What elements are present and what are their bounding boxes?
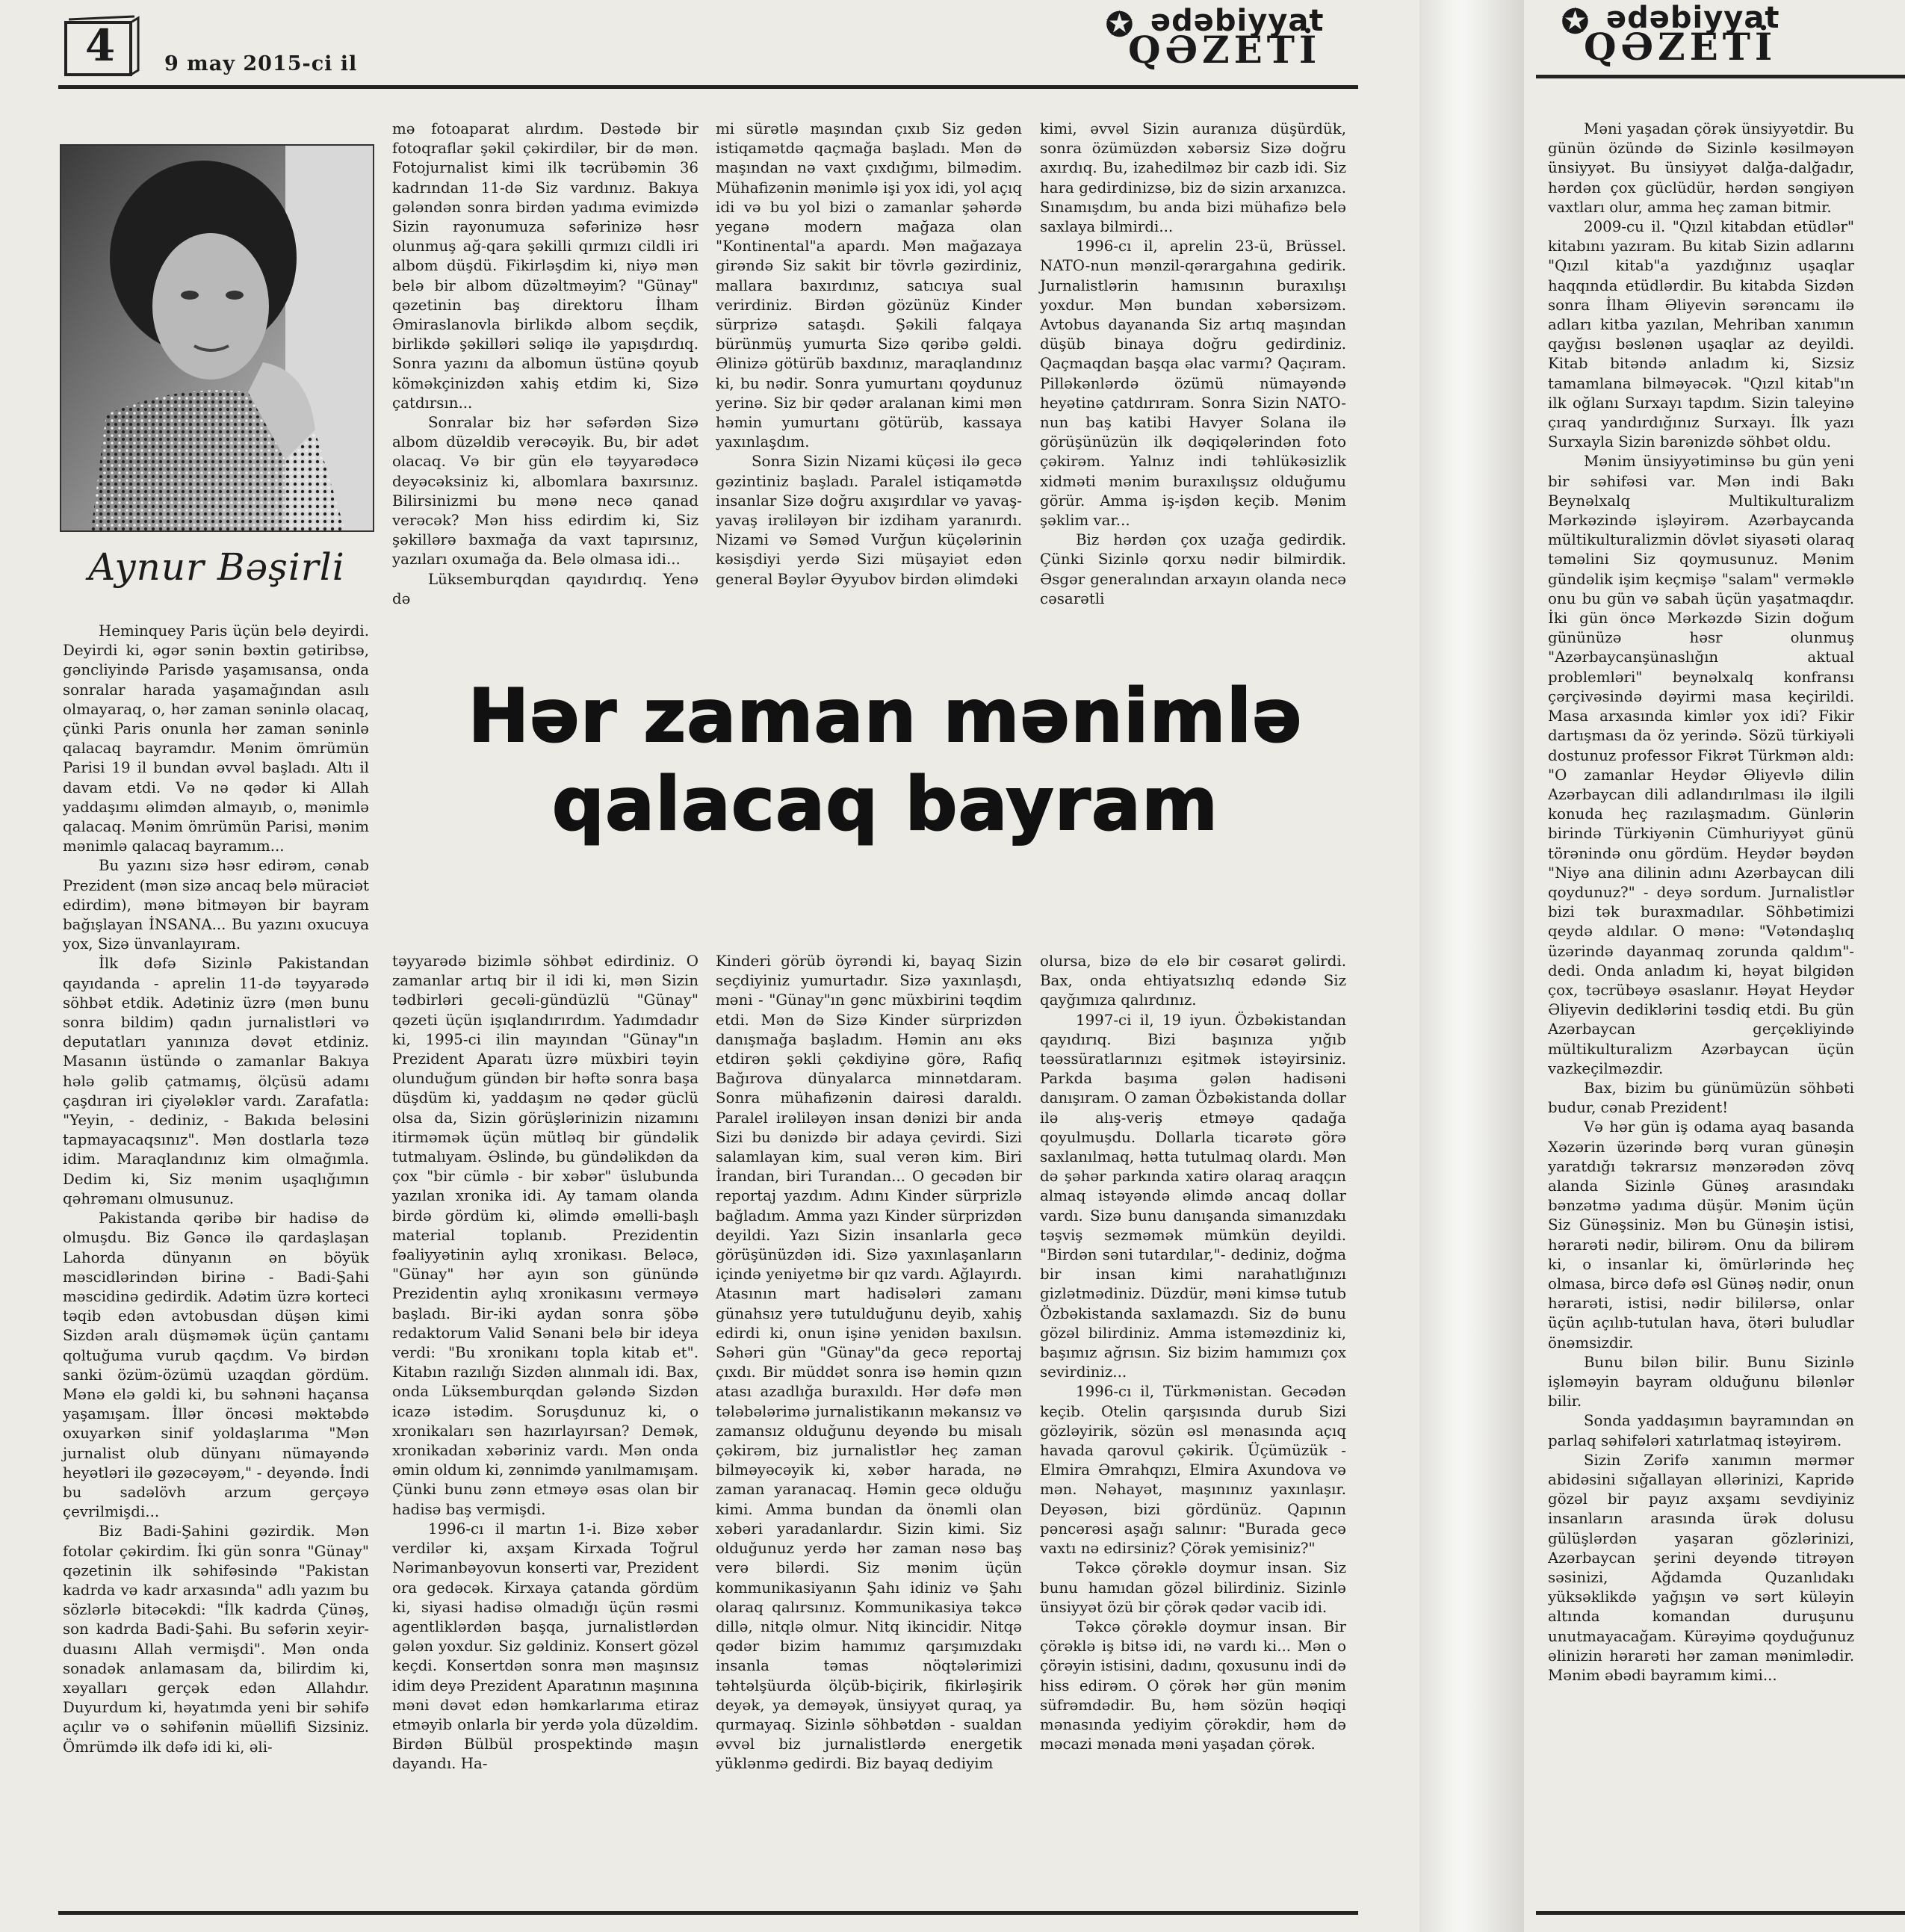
paragraph: Biz Badi-Şahini gəzirdik. Mən fotolar çəkirdim. İki gün sonra "Günay" qəzetinin ilk səhifəsində "Pakistan kadrda və kadr arxasında" adlı yazım bu sözlərlə bitəcəkdi: "İlk kadrda Çünəş, son kadrda Badi-Şahi. Bu səfərin xeyir-duasını Allah vermişdi". Mən onda sonadək anlamasam da, bilirdim ki, xəyalları gerçək edən Allahdır. Duyurdum ki, həyatımda yeni bir səhifə açılır və o səhifənin müəllifi Sizsiniz. Ömrümdə ilk dəfə idi ki, əli- bbox=[63, 1523, 369, 1756]
article-column-4-lower bbox=[1040, 952, 1346, 1754]
headline-line-2: qalacaq bayram bbox=[551, 762, 1219, 847]
article-column-2-lower bbox=[392, 952, 698, 1774]
masthead-star-icon: ✪ bbox=[1106, 6, 1133, 44]
article-column-5 bbox=[1548, 120, 1854, 1685]
paragraph: Sizin Zərifə xanımın mərmər abidəsini sığallayan əllərinizi, Kapridə gözəl bir payız axşamı sevdiyiniz insanların arasında ürək dolusu gülüşlərdən yaşaran gözlərinizi, Azərbaycan şerini deyəndə titrəyən səsinizi, Ağdamda Quzanlıdakı yüksəklikdə yağışın və sərt küləyin altında komandan duruşunu unutmayacağam. Kürəyimə qoyduğunuz əlinizin hərarəti hər zaman mənimlədir. Mənim əbədi bayramım kimi... bbox=[1548, 1451, 1854, 1685]
paragraph: Heminquey Paris üçün belə deyirdi. Deyirdi ki, əgər sənin bəxtin gətiribsə, gəncliyində Parisdə yaşamısansa, onda sonralar harada yaşamağından asılı olmayaraq, o, hər zaman səninlə olacaq, çünki Paris onunla hər zaman səninlə qalacaq bayramdır. Mənim ömrümün Parisi 19 il bundan əvvəl başladı. Altı il davam etdi. Və nə qədər ki Allah yaddaşımı əlimdən almayıb, o, mənimlə qalacaq. Mənim ömrümün Parisi, mənim mənimlə qalacaq bayramım... bbox=[63, 622, 369, 855]
article-headline bbox=[377, 672, 1393, 849]
article-column-4-upper bbox=[1040, 120, 1346, 609]
paragraph: Pakistanda qəribə bir hadisə də olmuşdu. Biz Gəncə ilə qardaşlaşan Lahorda dünyanın ən böyük məscidlərindən birinə - Badi-Şahi məscidinə gedirdik. Adətim üzrə korteci təqib edən avtobusdan düşən kimi Sizdən aralı düşməmək üçün çantamı qoltuğuma vurub qaçdım. Və birdən sanki özüm-özümü uzaqdan gördüm. Mənə elə gəldi ki, bu səhnəni haçansa yaşamışam. İllər öncəsi məktəbdə oxuyarkən sinif yoldaşlarıma "Mən jurnalist olub dünyanı nümayəndə heyətləri ilə gəzəcəyəm," - deyəndə. İndi bu sadəlövh arzum gerçəyə çevrilmişdi... bbox=[63, 1210, 369, 1521]
paragraph: Lüksemburqdan qayıdırdıq. Yenə də bbox=[392, 570, 698, 607]
issue-date: 9 may 2015-ci il bbox=[164, 52, 358, 75]
paragraph: 1996-cı il, aprelin 23-ü, Brüssel. NATO-nun mənzil-qərargahına gedirik. Jurnalistlərin hamısının buraxılışı yoxdur. Mən bundan xəbərsizəm. Avtobus dayananda Siz artıq maşından düşüb binaya doğru gedirdiniz. Qaçmaqdan başqa əlac varmı? Qaçıram. Pilləkənlərdə özümü nümayəndə heyətinə çatdırıram. Sonra Sizin NATO-nun baş katibi Havyer Solana ilə görüşünüzün ilk dəqiqələrindən foto çəkirəm. Yalnız indi təhlükəsizlik xidməti mənim buraxılışsız olduğumu görür. Amma iş-işdən keçib. Mənim şəklim var... bbox=[1040, 238, 1346, 530]
top-rule-next-page bbox=[1536, 75, 1905, 78]
bottom-rule-next-page bbox=[1536, 1911, 1905, 1915]
masthead-star-icon: ✪ bbox=[1561, 3, 1589, 41]
paragraph: mi sürətlə maşından çıxıb Siz gedən istiqamətdə qaçmağa başladı. Mən də maşından nə vaxt çıxdığımı, bilmədim. Mühafizənin mənimlə işi yox idi, yol açıq idi və bu yol bizi o zamanlar şəhərdə yeganə modern mağaza olan "Kontinental"a apardı. Mən mağazaya girəndə Siz sakit bir tövrlə gəzirdiniz, mallara baxırdınız, satıcıya sual verirdiniz. Birdən gözünüz Kinder sürprizə sataşdı. Şəkili falqaya bürünmüş yumurta Sizə qəribə gəldi. Əlinizə götürüb baxdınız, maraqlandınız ki, bu nədir. Sonra yumurtanı qoydunuz yerinə. Siz bir qədər aralanan kimi mən həmin yumurtanı götürüb, kassaya yaxınlaşdım. bbox=[716, 120, 1022, 451]
article-column-3-upper bbox=[716, 120, 1022, 589]
headline-line-1: Hər zaman mənimlə bbox=[468, 674, 1303, 759]
paragraph: təyyarədə bizimlə söhbət edirdiniz. O zamanlar artıq bir il idi ki, mən Sizin tədbirləri gecəli-gündüzlü "Günay" qəzeti üçün işıqlandırırdım. Yadımdadır ki, 1995-ci ilin mayından "Günay"ın Prezident Aparatı üzrə müxbiri təyin olunduğum gündən bir həftə sonra başa düşdüm ki, yaddaşım nə qədər güclü olsa da, Sizin görüşlərinizin nizamını itirməmək üçün mütləq bir gündəlik tutmalıyam. Əslində, bu gündəlikdən da çox "bir cümlə - bir xəbər" üslubunda yazılan xronika idi. Ay tamam olanda birdə gördüm ki, əlimdə əməlli-başlı material toplanıb. Prezidentin fəaliyyətinin aylıq xronikası. Beləcə, "Günay" hər ayın son günündə Prezidentin aylıq xronikasını verməyə başladı. Bir-iki aydan sonra şöbə redaktorum Valid Sənani belə bir ideya verdi: "Bu xronikanı topla kitab et". Kitabın razılığı Sizdən alınmalı idi. Bax, onda Lüksemburqdan gələndə Sizdən icazə istədim. Soruşdunuz ki, o xronikaları sən hazırlayırsan? Demək, xronikadan xəbəriniz vardı. Mən onda əmin oldum ki, zənnimdə yanılmamışam. Çünki bunu zənn etməyə əsas olan bir hadisə baş vermişdi. bbox=[392, 953, 698, 1518]
paragraph: Sonda yaddaşımın bayramından ən parlaq səhifələri xatırlatmaq istəyirəm. bbox=[1548, 1412, 1854, 1449]
paragraph: Bunu bilən bilir. Bunu Sizinlə işləməyin bayram olduğunu bilənlər bilir. bbox=[1548, 1353, 1854, 1411]
masthead-logo-next-page: ✪ ədəbiyyat QƏZETİ bbox=[1561, 1, 1780, 69]
paragraph: mə fotoaparat alırdım. Dəstədə bir fotoqraflar şəkil çəkirdilər, bir də mən. Fotojurnalist kimi ilk təcrübəmin 36 kadrından 11-də Siz vardınız. Bakıya gələndən sonra birdən yadıma evimizdə Sizin rayonumuza səfərinizə həsr olunmuş ağ-qara şəkilli qırmızı cildli iri albom düşdü. Fikirləşdim ki, niyə mən belə bir albom düzəltməyim? "Günay" qəzetinin baş direktoru İlham Əmiraslanovla birlikdə albom seçdik, birlikdə şəkilləri səliqə ilə yapışdırdıq. Sonra yazını da albomun üstünə qoyub köməkçinizdən xahiş etdim ki, Sizə çatdırsın... bbox=[392, 120, 698, 412]
bottom-rule bbox=[58, 1911, 1358, 1915]
page-fold-shadow bbox=[1419, 0, 1524, 1932]
paragraph: Məni yaşadan çörək ünsiyyətdir. Bu günün özündə də Sizinlə kəsilməyən ünsiyyət. Bu ünsiyyət dalğa-dalğadır, hərdən çox güclüdür, hərdən səngiyən vaxtları olur, amma heç zaman bitmir. bbox=[1548, 120, 1854, 216]
page-number: 4 bbox=[84, 20, 116, 71]
article-column-3-lower bbox=[716, 952, 1022, 1774]
paragraph: 2009-cu il. "Qızıl kitabdan etüdlər" kitabını yazıram. Bu kitab Sizin adlarını "Qızıl kitab"a yazdığınız uşaqlar haqqında etüdlərdir. Bu kitabda Sizdən sonra İlham Əliyevin sərəncamı ilə adları kitba yazılan, Mehriban xanımın qayğısı bəslənən uşaqlar az deyildi. Kitab bitəndə anladım ki, Sizsiz tamamlana bilməyəcək. "Qızıl kitab"ın ilk oğlanı Surxayı tapdım. Sizin taleyinə çıraq yandırdığınız Surxayı. İlk yazı Surxayla Sizin barənizdə söhbət oldu. bbox=[1548, 218, 1854, 451]
paragraph: Və hər gün iş odama ayaq basanda Xəzərin üzərində bərq vuran günəşin yaratdığı təkrarsız mənzərədən zövq alanda Sizinlə Günəş arasındakı bənzətmə yadıma düşür. Mənim üçün Siz Günəşsiniz. Mən bu Günəşin istisi, hərarəti nədir, bilirəm. Onu da bilirəm ki, o insanlar ki, ömürlərində heç olmasa, bircə dəfə əsl Günəş nədir, onun hərarəti, istisi, nədir bililərsə, onlar üçün açılıb-tutulan hava, ötəri buludlar önəmsizdir. bbox=[1548, 1118, 1854, 1352]
article-column-1 bbox=[63, 622, 369, 1757]
paragraph: Bax, bizim bu günümüzün söhbəti budur, cənab Prezident! bbox=[1548, 1079, 1854, 1117]
top-rule bbox=[58, 85, 1358, 89]
article-column-2-upper bbox=[392, 120, 698, 609]
paragraph: Sonra Sizin Nizami küçəsi ilə gecə gəzintiniz başladı. Paralel istiqamətdə insanlar Sizə doğru axışırdılar və yavaş-yavaş irəliləyən bir izdiham yaranırdı. Nizami və Səməd Vurğun küçələrinin kəsişdiyi yerdə Sizi müşayiət edən general Bəylər Əyyubov birdən əlimdəki bbox=[716, 453, 1022, 588]
paragraph: Kinderi görüb öyrəndi ki, bayaq Sizin seçdiyiniz yumurtadır. Sizə yaxınlaşdı, məni - "Günay"ın gənc müxbirini təqdim etdi. Mən də Sizə Kinder sürprizdən danışmağa başladım. Həmin anı əks etdirən şəkli çəkdiyinə görə, Rafiq Bağırova dünyalarca minnətdaram. Sonra mühafizənin dairəsi daraldı. Paralel irəliləyən insan dənizi bir anda Sizi bu dənizdə bir adaya çevirdi. Sizi salamlayan kim, sual verən kim. Biri İrandan, biri Turandan... O gecədən bir reportaj yazdım. Adını Kinder sürprizlə bağladım. Amma yazı Kinder sürprizdən deyildi. Yazı Sizin insanlarla gecə görüşünüzdən idi. Sizə yaxınlaşanların içində yeniyetmə bir qız vardı. Ağlayırdı. Atasının mart hadisələri zamanı günahsız yerə tutulduğunu deyib, xahiş edirdi ki, onun işinə yenidən baxılsın. Səhəri gün "Günay"da gecə reportaj çıxdı. Bir müddət sonra isə həmin qızın atası azadlığa buraxıldı. Hər dəfə mən tələbələrimə jurnalistikanın məkansız və zamansız olduğunu deyəndə bu misalı çəkirəm, biz jurnalistlər heç zaman bilməyəcəyik ki, xəbər harada, nə zaman yaranacaq. Həmin gecə olduğu kimi. Amma bundan da önəmli olan xəbəri yaradanlardır. Sizin kimi. Siz olduğunuz yerdə hər zaman nəsə baş verə bilərdi. Siz mənim üçün kommunikasiyanın Şahı idiniz və Şahı olaraq qalırsınız. Kommunikasiya təkcə dillə, nitqlə olmur. Nitq ikincidir. Nitqə qədər bizim hamımız qarşımızdakı insanla təmas nöqtələrimizi təhtəlşüurda ölçüb-biçirik, fikirləşirik deyək, ya deməyək, ünsiyyət quraq, ya qurmayaq. Sizinlə söhbətdən - sualdan əvvəl biz jurnalistlərdə energetik yüklənmə gedirdi. Biz bayaq dediyim bbox=[716, 953, 1022, 1773]
paragraph: Təkcə çörəklə doymur insan. Siz bunu hamıdan gözəl bilirdiniz. Sizinlə ünsiyyət özü bir çörək qədər vacib idi. bbox=[1040, 1559, 1346, 1616]
author-name: Aynur Bəşirli bbox=[88, 545, 345, 589]
paragraph: 1997-ci il, 19 iyun. Özbəkistandan qayıdırıq. Bizi başınıza yığıb təəssüratlarınızı eşitmək istəyirsiniz. Parkda başıma gələn hadisəni danışıram. O zaman Özbəkistanda dollar ilə alış-veriş etməyə qadağa qoyulmuşdu. Dollarla ticarətə görə saxlanılmaq, hətta tutulmaq olardı. Mən də şəhər parkında xatirə olaraq araqçın almaq istəyəndə əlimdə ancaq dollar vardı. Sizə bunu danışanda simanızdakı təşviş sezməmək mümkün deyildi. "Birdən səni tutardılar,"- dediniz, doğma bir insan kimi narahatlığınızı gizlətmədiniz. Düzdür, məni kimsə tutub Özbəkistanda saxlamazdı. Siz də bunu gözəl bilirdiniz. Amma istəməzdiniz ki, başımız ağrısın. Siz bizim hamımızı çox sevirdiniz... bbox=[1040, 1011, 1346, 1381]
paragraph: 1996-cı il martın 1-i. Bizə xəbər verdilər ki, axşam Kirxada Toğrul Nərimanbəyovun konserti var, Prezident ora gedəcək. Kirxaya çatanda gördüm ki, siyasi hadisə olmadığı üçün rəsmi agentliklərdən başqa, jurnalistlərdən gələn yoxdur. Siz gəldiniz. Konsert gözəl keçdi. Konsertdən sonra mən maşınsız idim deyə Prezident Aparatının maşınına məni dəvət edən həmkarlarıma etiraz etməyib onlarla bir yerdə yola düzəldim. Birdən Bülbül prospektində maşın dayandı. Ha- bbox=[392, 1520, 698, 1773]
masthead-logo: ✪ ədəbiyyat QƏZETİ bbox=[1106, 4, 1325, 72]
paragraph: olursa, bizə də elə bir cəsarət gəlirdi. Bax, onda ehtiyatsızlıq edəndə Siz qayğımıza qalırdınız. bbox=[1040, 953, 1346, 1009]
paragraph: Bu yazını sizə həsr edirəm, cənab Prezident (mən sizə ancaq belə müraciət edirdim), mənə bitməyən bir bayram bağışlayan İNSANA... Bu yazını oxucuya yox, Sizə ünvanlayıram. bbox=[63, 857, 369, 953]
paragraph: İlk dəfə Sizinlə Pakistandan qayıdanda - aprelin 11-də təyyarədə söhbət etdik. Adətiniz üzrə (mən bunu sonra bildim) qadın jurnalistləri və deputatları yanınıza dəvət etdiniz. Masanın üstündə o zamanlar Bakıya hələ gəlib çatmamış, ölçüsü adamı çaşdıran iri çiyələklər vardı. Zarafatla: "Yeyin, - dediniz, - Bakıda beləsini tapmayacaqsınız". Mən dostlarla təzə idim. Maraqlandınız kim olmağımla. Dedim ki, Siz mənim uşaqlığımın qəhrəmanı olmusunuz. bbox=[63, 955, 369, 1207]
paragraph: Mənim ünsiyyətiminsə bu gün yeni bir səhifəsi var. Mən indi Bakı Beynəlxalq Multikulturalizm Mərkəzində işləyirəm. Azərbaycanda mültikulturalizmin dövlət siyasəti olaraq təməlini Siz qoymusunuz. Mənim gündəlik işim keçmişə "salam" verməklə onu bu gün və sabah üçün yaşatmaqdır. İki gün öncə Mərkəzdə Sizin doğum gününüzə həsr olunmuş "Azərbaycanşünaslığın aktual problemləri" beynəlxalq konfransı çərçivəsində dəyirmi masa keçirildi. Masa arxasında kimlər yox idi? Fikir dartışması da öz yerində. Sözü türkiyəli dostunuz professor Fikrət Türkmən aldı: "O zamanlar Heydər Əliyevlə dilin Azərbaycan dili adlandırılması ilə ilgili konuda heç razılaşmadım. Günlərin birində Türkiyənin Cümhuriyyət günü törənində onu gördüm. Heydər bəydən "Niyə ana dilinin adını Azərbaycan dili qoydunuz?" - deyə sordum. Jurnalistlər bizi tək buraxmadılar. Söhbətimizi qeydə aldılar. O mənə: "Vətəndaşlıq üzərində dayanmaq zorunda qaldım"- dedi. Onda anladım ki, həyat bilgidən çox, təcrübəyə əsaslanır. Həyat Heydər Əliyevin dediklərini təsdiq etdi. Bu gün Azərbaycan gerçəkliyində mültikulturalizm Azərbaycan üçün vazkeçilməzdir. bbox=[1548, 453, 1854, 1077]
paragraph: kimi, əvvəl Sizin auranıza düşürdük, sonra özümüzdən xəbərsiz Sizə doğru axırdıq. Bu, izahedilməz bir cazb idi. Siz hara gedirdinizsə, biz də sizin arxanızca. Sınamışdım, bu anda bizi mühafizə belə saxlaya bilmirdi... bbox=[1040, 120, 1346, 236]
author-photo bbox=[60, 144, 374, 532]
paragraph: Təkcə çörəklə doymur insan. Bir çörəklə iş bitsə idi, nə vardı ki... Mən o çörəyin istisini, dadını, qoxusunu indi də hiss edirəm. O çörək hər gün mənim süfrəmdədir. Bu, həm sözün həqiqi mənasında yediyim çörəkdir, həm də məcazi mənada məni yaşadan çörək. bbox=[1040, 1617, 1346, 1753]
paragraph: Sonralar biz hər səfərdən Sizə albom düzəldib verəcəyik. Bu, bir adət olacaq. Və bir gün elə təyyarədəcə deyəcəksiniz ki, albomlara baxırsınız. Bilirsinizmi bu mənə necə qanad verəcək? Mən hiss edirdim ki, Siz şəkillərə baxmağa da vaxt tapırsınız, yazıları oxumağa da. Belə olmasa idi... bbox=[392, 414, 698, 569]
paragraph: Biz hərdən çox uzağa gedirdik. Çünki Sizinlə qorxu nədir bilmirdik. Əsgər generalından arxayın olanda necə cəsarətli bbox=[1040, 531, 1346, 607]
paragraph: 1996-cı il, Türkmənistan. Gecədən keçib. Otelin qarşısında durub Sizi gözləyirik, sözün əsl mənasında açıq havada qarovul çəkirik. Üçümüzük - Elmira Əmrahqızı, Elmira Axundova və mən. Nəhayət, maşınınız yaxınlaşır. Deyəsən, bizi gördünüz. Qapının pəncərəsi aşağı salınır: "Burada gecə vaxtı nə edirsiniz? Çörək yemisiniz?" bbox=[1040, 1383, 1346, 1558]
